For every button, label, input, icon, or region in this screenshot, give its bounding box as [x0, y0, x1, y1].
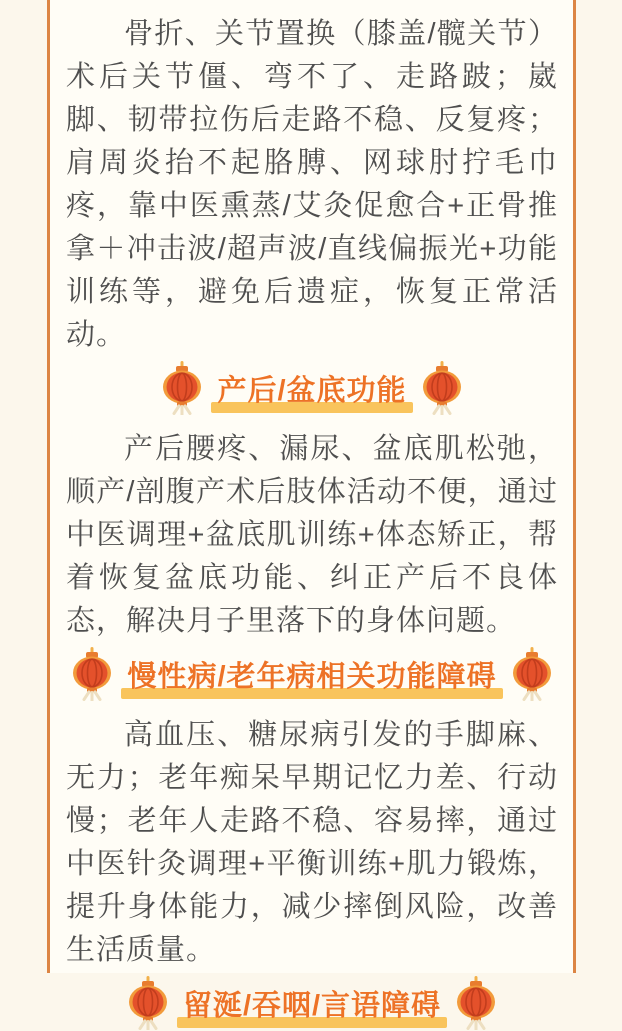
paragraph-postpartum-rehab: 产后腰疼、漏尿、盆底肌松弛，顺产/剖腹产术后肢体活动不便，通过中医调理+盆底肌训练+体态矫正，帮着恢复盆底功能、纠正产后不良体态，解决月子里落下的身体问题。	[66, 433, 558, 637]
section-heading-chronic-disease	[66, 646, 558, 702]
section-title-postpartum: 产后/盆底功能	[215, 368, 408, 409]
lantern-icon	[125, 976, 171, 1030]
section-title-chronic-disease: 慢性病/老年病相关功能障碍	[125, 654, 498, 695]
paragraph-chronic-disease-rehab: 高血压、糖尿病引发的手脚麻、无力；老年痴呆早期记忆力差、行动慢；老年人走路不稳、容易摔，通过中医针灸调理+平衡训练+肌力锻炼，提升身体能力，减少摔倒风险，改善生活质量。	[66, 719, 558, 966]
lantern-icon	[159, 361, 205, 415]
lantern-icon	[69, 647, 115, 701]
paragraph-orthopedic-rehab: 骨折、关节置换（膝盖/髋关节）术后关节僵、弯不了、走路跛；崴脚、韧带拉伤后走路不稳、反复疼；肩周炎抬不起胳膊、网球肘拧毛巾疼，靠中医熏蒸/艾灸促愈合+正骨推拿＋冲击波/超声波/直线偏振光+功能训练等，避免后遗症，恢复正常活动。	[66, 18, 558, 351]
section-heading-swallow-speech	[66, 975, 558, 1031]
article-card	[47, 0, 576, 1022]
section-title-swallow-speech: 留涎/吞咽/言语障碍	[181, 983, 443, 1024]
section-heading-postpartum	[66, 360, 558, 416]
lantern-icon	[453, 976, 499, 1030]
lantern-icon	[509, 647, 555, 701]
lantern-icon	[419, 361, 465, 415]
